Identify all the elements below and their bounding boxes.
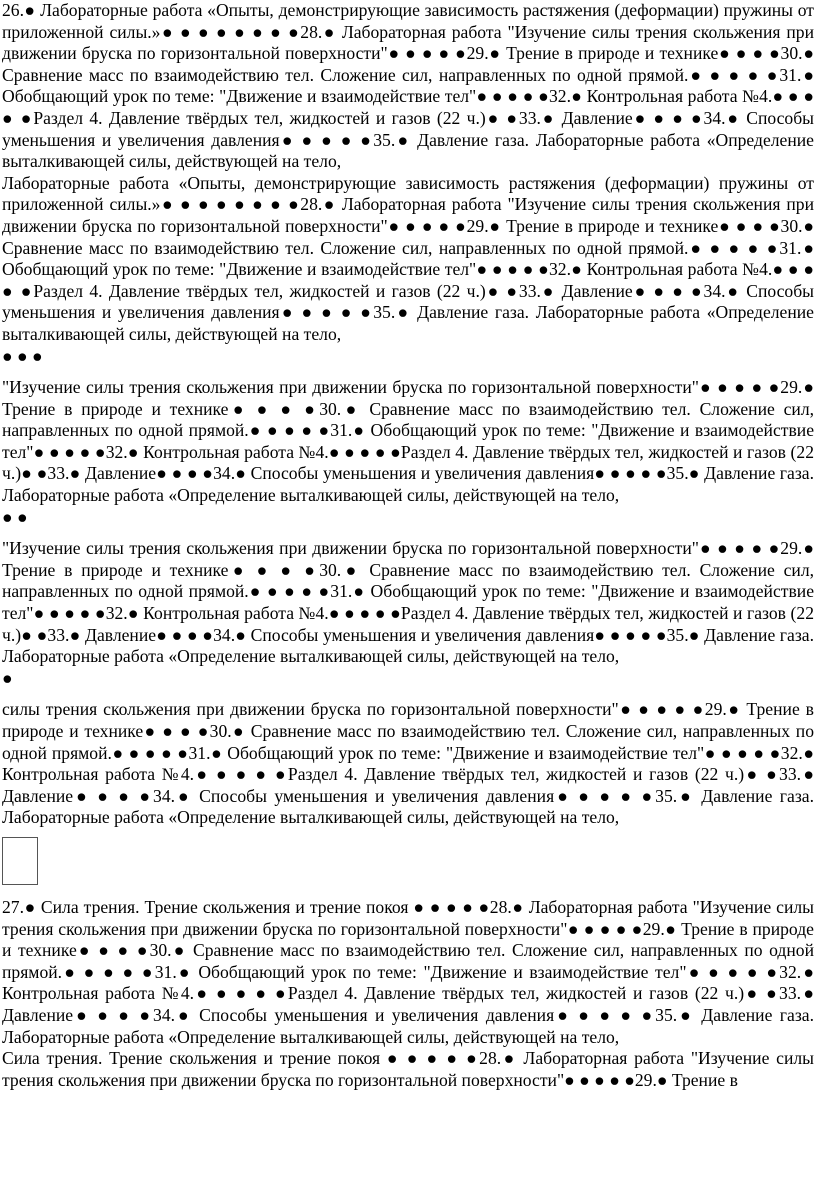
paragraph-3: "Изучение силы трения скольжения при движении бруска по горизонтальной поверхности"● ● ● ● ●29.● Трение в природе и технике● ● ● ●30.● Сравнение масс по взаимодействию тел. Сложение сил, направленных по одной прямой.● ● ● ● ●31.● Обобщающий урок по теме: "Движение и взаимодействие тел"● ● ● ● ●32.● Контрольная работа №4.● ● ● ● ●Раздел 4. Давление твёрдых тел, жидкостей и газов (22 ч.)● ●33.● Давление● ● ● ●34.● Способы уменьшения и увеличения давления● ● ● ● ●35.● Давление газа. Лабораторные работа «Определение выталкивающей силы, действующей на тело,: [2, 377, 814, 506]
bullet-row-3: ●: [2, 667, 13, 688]
spacer: [0, 689, 816, 699]
paragraph-1: 26.● Лабораторные работа «Опыты, демонстрирующие зависимость растяжения (деформации) пружины от приложенной силы.»● ● ● ● ● ● ● ●28.● Лабораторная работа "Изучение силы трения скольжения при движении бруска по горизонтальной поверхности"● ● ● ● ●29.● Трение в природе и технике● ● ● ●30.● Сравнение масс по взаимодействию тел. Сложение сил, направленных по одной прямой.● ● ● ● ●31.● Обобщающий урок по теме: "Движение и взаимодействие тел"● ● ● ● ●32.● Контрольная работа №4.● ● ● ● ●Раздел 4. Давление твёрдых тел, жидкостей и газов (22 ч.)● ●33.● Давление● ● ● ●34.● Способы уменьшения и увеличения давления● ● ● ● ●35.● Давление газа. Лабораторные работа «Определение выталкивающей силы, действующей на тело,: [2, 0, 814, 172]
spacer: [0, 367, 816, 377]
bullet-row-1: ● ● ●: [2, 345, 43, 366]
empty-image-placeholder: [2, 837, 38, 885]
paragraph-4: "Изучение силы трения скольжения при движении бруска по горизонтальной поверхности"● ● ● ● ●29.● Трение в природе и технике● ● ● ●30.● Сравнение масс по взаимодействию тел. Сложение сил, направленных по одной прямой.● ● ● ● ●31.● Обобщающий урок по теме: "Движение и взаимодействие тел"● ● ● ● ●32.● Контрольная работа №4.● ● ● ● ●Раздел 4. Давление твёрдых тел, жидкостей и газов (22 ч.)● ●33.● Давление● ● ● ●34.● Способы уменьшения и увеличения давления● ● ● ● ●35.● Давление газа. Лабораторные работа «Определение выталкивающей силы, действующей на тело,: [2, 538, 814, 667]
spacer: [0, 528, 816, 538]
paragraph-2: Лабораторные работа «Опыты, демонстрирующие зависимость растяжения (деформации) пружины от приложенной силы.»● ● ● ● ● ● ● ●28.● Лабораторная работа "Изучение силы трения скольжения при движении бруска по горизонтальной поверхности"● ● ● ● ●29.● Трение в природе и технике● ● ● ●30.● Сравнение масс по взаимодействию тел. Сложение сил, направленных по одной прямой.● ● ● ● ●31.● Обобщающий урок по теме: "Движение и взаимодействие тел"● ● ● ● ●32.● Контрольная работа №4.● ● ● ● ●Раздел 4. Давление твёрдых тел, жидкостей и газов (22 ч.)● ●33.● Давление● ● ● ●34.● Способы уменьшения и увеличения давления● ● ● ● ●35.● Давление газа. Лабораторные работа «Определение выталкивающей силы, действующей на тело,: [2, 172, 814, 344]
paragraph-6: 27.● Сила трения. Трение скольжения и трение покоя ● ● ● ● ●28.● Лабораторная работа "Изучение силы трения скольжения при движении бруска по горизонтальной поверхности"● ● ● ● ●29.● Трение в природе и технике● ● ● ●30.● Сравнение масс по взаимодействию тел. Сложение сил, направленных по одной прямой.● ● ● ● ●31.● Обобщающий урок по теме: "Движение и взаимодействие тел"● ● ● ● ●32.● Контрольная работа №4.● ● ● ● ●Раздел 4. Давление твёрдых тел, жидкостей и газов (22 ч.)● ●33.● Давление● ● ● ●34.● Способы уменьшения и увеличения давления● ● ● ● ●35.● Давление газа. Лабораторные работа «Определение выталкивающей силы, действующей на тело,: [2, 896, 814, 1047]
paragraph-5: силы трения скольжения при движении бруска по горизонтальной поверхности"● ● ● ● ●29.● Трение в природе и технике● ● ● ●30.● Сравнение масс по взаимодействию тел. Сложение сил, направленных по одной прямой.● ● ● ● ●31.● Обобщающий урок по теме: "Движение и взаимодействие тел"● ● ● ● ●32.● Контрольная работа №4.● ● ● ● ●Раздел 4. Давление твёрдых тел, жидкостей и газов (22 ч.)● ●33.● Давление● ● ● ●34.● Способы уменьшения и увеличения давления● ● ● ● ●35.● Давление газа. Лабораторные работа «Определение выталкивающей силы, действующей на тело,: [2, 699, 814, 828]
paragraph-7: Сила трения. Трение скольжения и трение покоя ● ● ● ● ●28.● Лабораторная работа "Изучение силы трения скольжения при движении бруска по горизонтальной поверхности"● ● ● ● ●29.● Трение в: [2, 1048, 814, 1090]
bullet-row-2: ● ●: [2, 506, 28, 527]
